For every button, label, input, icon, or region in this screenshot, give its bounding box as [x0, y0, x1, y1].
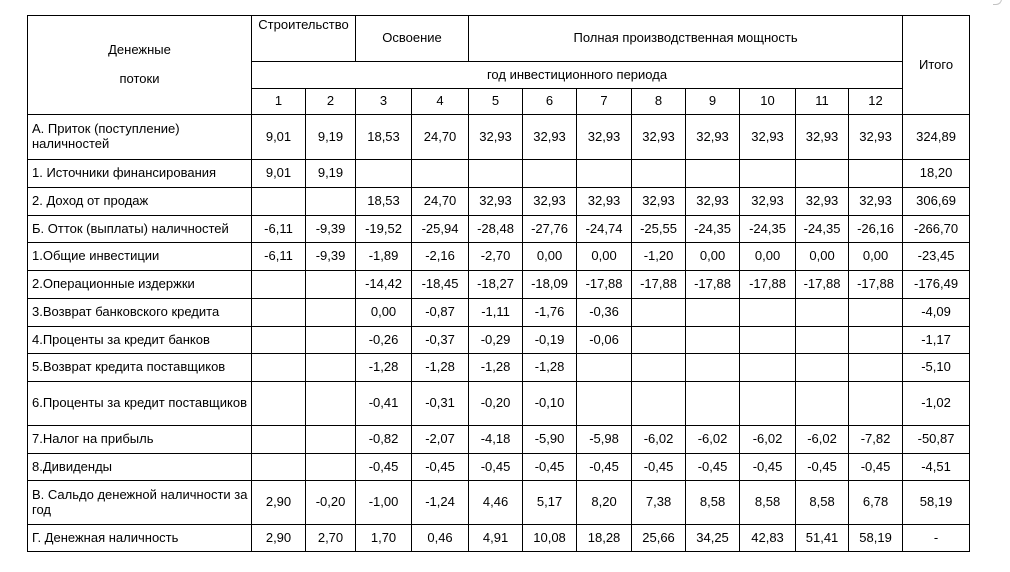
value-cell-year-11: [796, 299, 849, 327]
value-cell-year-9: [686, 299, 740, 327]
value-cell-year-3: -0,26: [356, 327, 412, 354]
value-cell-year-7: -0,45: [577, 454, 632, 481]
table-body: [28, 115, 970, 552]
year-header-12: 12: [849, 89, 903, 115]
value-cell-year-10: 32,93: [740, 115, 796, 160]
header-full-capacity: Полная производственная мощность: [469, 16, 903, 62]
value-cell-year-1: [252, 188, 306, 216]
value-cell-year-6: -0,19: [523, 327, 577, 354]
value-cell-year-10: -6,02: [740, 426, 796, 454]
total-cell: -1,02: [903, 382, 970, 426]
value-cell-year-3: 1,70: [356, 525, 412, 552]
value-cell-year-2: -9,39: [306, 216, 356, 243]
header-construction: Строительство: [252, 16, 356, 62]
value-cell-year-5: 32,93: [469, 188, 523, 216]
table-row: [28, 188, 970, 216]
value-cell-year-12: 0,00: [849, 243, 903, 271]
value-cell-year-3: -0,82: [356, 426, 412, 454]
value-cell-year-1: [252, 299, 306, 327]
value-cell-year-3: 18,53: [356, 188, 412, 216]
value-cell-year-9: 0,00: [686, 243, 740, 271]
value-cell-year-8: [632, 354, 686, 382]
value-cell-year-2: [306, 454, 356, 481]
value-cell-year-6: 10,08: [523, 525, 577, 552]
value-cell-year-2: 2,70: [306, 525, 356, 552]
value-cell-year-6: 5,17: [523, 481, 577, 525]
value-cell-year-7: 32,93: [577, 115, 632, 160]
total-cell: -5,10: [903, 354, 970, 382]
value-cell-year-5: -2,70: [469, 243, 523, 271]
value-cell-year-3: 18,53: [356, 115, 412, 160]
value-cell-year-7: 32,93: [577, 188, 632, 216]
table-row: [28, 299, 970, 327]
value-cell-year-5: -1,11: [469, 299, 523, 327]
value-cell-year-8: [632, 382, 686, 426]
year-header-7: 7: [577, 89, 632, 115]
value-cell-year-11: -6,02: [796, 426, 849, 454]
value-cell-year-4: -0,87: [412, 299, 469, 327]
value-cell-year-8: [632, 160, 686, 188]
value-cell-year-1: [252, 454, 306, 481]
value-cell-year-9: -17,88: [686, 271, 740, 299]
value-cell-year-5: 4,46: [469, 481, 523, 525]
row-label: 3.Возврат банковского кредита: [28, 299, 252, 327]
value-cell-year-3: -1,28: [356, 354, 412, 382]
value-cell-year-2: -0,20: [306, 481, 356, 525]
value-cell-year-3: -0,41: [356, 382, 412, 426]
value-cell-year-1: 2,90: [252, 525, 306, 552]
value-cell-year-4: -0,31: [412, 382, 469, 426]
value-cell-year-9: 34,25: [686, 525, 740, 552]
value-cell-year-4: 0,46: [412, 525, 469, 552]
total-cell: -: [903, 525, 970, 552]
header-total: Итого: [903, 16, 970, 115]
year-header-6: 6: [523, 89, 577, 115]
table-row: [28, 382, 970, 426]
value-cell-year-11: 0,00: [796, 243, 849, 271]
value-cell-year-12: 58,19: [849, 525, 903, 552]
value-cell-year-5: -0,29: [469, 327, 523, 354]
value-cell-year-1: [252, 382, 306, 426]
value-cell-year-9: 32,93: [686, 115, 740, 160]
table-row: [28, 216, 970, 243]
value-cell-year-1: 2,90: [252, 481, 306, 525]
value-cell-year-12: [849, 382, 903, 426]
header-development: Освоение: [356, 16, 469, 62]
value-cell-year-7: 18,28: [577, 525, 632, 552]
value-cell-year-9: -0,45: [686, 454, 740, 481]
value-cell-year-4: [412, 160, 469, 188]
value-cell-year-8: 32,93: [632, 188, 686, 216]
value-cell-year-1: 9,01: [252, 160, 306, 188]
value-cell-year-8: 32,93: [632, 115, 686, 160]
value-cell-year-9: 32,93: [686, 188, 740, 216]
year-header-3: 3: [356, 89, 412, 115]
table-row: [28, 327, 970, 354]
value-cell-year-4: -0,45: [412, 454, 469, 481]
value-cell-year-8: -25,55: [632, 216, 686, 243]
value-cell-year-6: -27,76: [523, 216, 577, 243]
year-header-11: 11: [796, 89, 849, 115]
value-cell-year-10: 8,58: [740, 481, 796, 525]
row-label: 8.Дивиденды: [28, 454, 252, 481]
value-cell-year-4: -25,94: [412, 216, 469, 243]
value-cell-year-9: [686, 354, 740, 382]
value-cell-year-1: -6,11: [252, 216, 306, 243]
total-cell: 324,89: [903, 115, 970, 160]
value-cell-year-3: -19,52: [356, 216, 412, 243]
value-cell-year-3: 0,00: [356, 299, 412, 327]
value-cell-year-4: -1,24: [412, 481, 469, 525]
row-label: 1. Источники финансирования: [28, 160, 252, 188]
value-cell-year-2: [306, 271, 356, 299]
value-cell-year-7: [577, 354, 632, 382]
row-label: Г. Денежная наличность: [28, 525, 252, 552]
table-row: [28, 160, 970, 188]
value-cell-year-11: -24,35: [796, 216, 849, 243]
year-header-10: 10: [740, 89, 796, 115]
header-cash-flows: [28, 16, 252, 115]
year-header-4: 4: [412, 89, 469, 115]
value-cell-year-12: [849, 299, 903, 327]
value-cell-year-11: 32,93: [796, 188, 849, 216]
value-cell-year-3: -14,42: [356, 271, 412, 299]
table-row: [28, 525, 970, 552]
value-cell-year-6: 0,00: [523, 243, 577, 271]
value-cell-year-10: -17,88: [740, 271, 796, 299]
value-cell-year-1: [252, 327, 306, 354]
value-cell-year-1: [252, 354, 306, 382]
table-row: [28, 426, 970, 454]
value-cell-year-1: -6,11: [252, 243, 306, 271]
value-cell-year-2: [306, 188, 356, 216]
row-label: А. Приток (поступление) наличностей: [28, 115, 252, 160]
value-cell-year-6: [523, 160, 577, 188]
total-cell: -266,70: [903, 216, 970, 243]
value-cell-year-4: -2,07: [412, 426, 469, 454]
value-cell-year-11: 51,41: [796, 525, 849, 552]
value-cell-year-3: -1,00: [356, 481, 412, 525]
page-corner-mark: [993, 0, 1002, 5]
value-cell-year-2: [306, 382, 356, 426]
value-cell-year-9: [686, 160, 740, 188]
value-cell-year-5: -1,28: [469, 354, 523, 382]
value-cell-year-4: -2,16: [412, 243, 469, 271]
value-cell-year-8: -0,45: [632, 454, 686, 481]
value-cell-year-7: 8,20: [577, 481, 632, 525]
value-cell-year-9: 8,58: [686, 481, 740, 525]
value-cell-year-10: -0,45: [740, 454, 796, 481]
value-cell-year-9: -24,35: [686, 216, 740, 243]
value-cell-year-4: 24,70: [412, 115, 469, 160]
header-period: год инвестиционного периода: [252, 62, 903, 89]
value-cell-year-5: 32,93: [469, 115, 523, 160]
value-cell-year-8: 25,66: [632, 525, 686, 552]
value-cell-year-4: -1,28: [412, 354, 469, 382]
value-cell-year-5: -0,45: [469, 454, 523, 481]
value-cell-year-10: [740, 327, 796, 354]
value-cell-year-5: [469, 160, 523, 188]
year-header-5: 5: [469, 89, 523, 115]
value-cell-year-12: [849, 354, 903, 382]
row-label: 2. Доход от продаж: [28, 188, 252, 216]
year-header-8: 8: [632, 89, 686, 115]
table-row: [28, 454, 970, 481]
value-cell-year-4: -18,45: [412, 271, 469, 299]
value-cell-year-3: -1,89: [356, 243, 412, 271]
value-cell-year-11: [796, 382, 849, 426]
value-cell-year-2: [306, 426, 356, 454]
value-cell-year-9: [686, 382, 740, 426]
value-cell-year-6: -1,76: [523, 299, 577, 327]
total-cell: -1,17: [903, 327, 970, 354]
table-row: [28, 354, 970, 382]
value-cell-year-6: -5,90: [523, 426, 577, 454]
total-cell: -4,51: [903, 454, 970, 481]
value-cell-year-6: -0,45: [523, 454, 577, 481]
value-cell-year-7: -17,88: [577, 271, 632, 299]
value-cell-year-5: -28,48: [469, 216, 523, 243]
value-cell-year-1: 9,01: [252, 115, 306, 160]
total-cell: -4,09: [903, 299, 970, 327]
value-cell-year-5: -0,20: [469, 382, 523, 426]
value-cell-year-8: [632, 327, 686, 354]
year-header-2: 2: [306, 89, 356, 115]
year-header-1: 1: [252, 89, 306, 115]
value-cell-year-4: 24,70: [412, 188, 469, 216]
row-label: 4.Проценты за кредит банков: [28, 327, 252, 354]
value-cell-year-11: 32,93: [796, 115, 849, 160]
row-label: Б. Отток (выплаты) наличностей: [28, 216, 252, 243]
value-cell-year-11: [796, 327, 849, 354]
value-cell-year-11: [796, 160, 849, 188]
value-cell-year-8: -17,88: [632, 271, 686, 299]
value-cell-year-10: [740, 160, 796, 188]
value-cell-year-2: [306, 327, 356, 354]
value-cell-year-12: -26,16: [849, 216, 903, 243]
total-cell: -23,45: [903, 243, 970, 271]
value-cell-year-12: [849, 327, 903, 354]
total-cell: 18,20: [903, 160, 970, 188]
value-cell-year-5: 4,91: [469, 525, 523, 552]
value-cell-year-2: 9,19: [306, 160, 356, 188]
value-cell-year-7: -0,36: [577, 299, 632, 327]
value-cell-year-6: 32,93: [523, 188, 577, 216]
value-cell-year-4: -0,37: [412, 327, 469, 354]
value-cell-year-10: -24,35: [740, 216, 796, 243]
total-cell: -176,49: [903, 271, 970, 299]
header-cash-flows-line2: потоки: [119, 71, 160, 86]
value-cell-year-6: -0,10: [523, 382, 577, 426]
row-label: 2.Операционные издержки: [28, 271, 252, 299]
value-cell-year-6: -1,28: [523, 354, 577, 382]
row-label: 5.Возврат кредита поставщиков: [28, 354, 252, 382]
row-label: 7.Налог на прибыль: [28, 426, 252, 454]
value-cell-year-7: 0,00: [577, 243, 632, 271]
table-row: [28, 115, 970, 160]
value-cell-year-3: [356, 160, 412, 188]
header-cash-flows-line1: Денежные: [108, 42, 171, 58]
value-cell-year-2: 9,19: [306, 115, 356, 160]
table-row: [28, 271, 970, 299]
value-cell-year-8: -6,02: [632, 426, 686, 454]
value-cell-year-12: [849, 160, 903, 188]
table-row: [28, 481, 970, 525]
value-cell-year-12: -0,45: [849, 454, 903, 481]
year-header-9: 9: [686, 89, 740, 115]
value-cell-year-10: [740, 382, 796, 426]
value-cell-year-11: [796, 354, 849, 382]
row-label: 6.Проценты за кредит поставщиков: [28, 382, 252, 426]
value-cell-year-1: [252, 426, 306, 454]
value-cell-year-10: [740, 299, 796, 327]
value-cell-year-10: 0,00: [740, 243, 796, 271]
row-label: В. Сальдо денежной наличности за год: [28, 481, 252, 525]
total-cell: -50,87: [903, 426, 970, 454]
value-cell-year-5: -18,27: [469, 271, 523, 299]
value-cell-year-10: 32,93: [740, 188, 796, 216]
value-cell-year-11: -17,88: [796, 271, 849, 299]
value-cell-year-9: [686, 327, 740, 354]
value-cell-year-12: 32,93: [849, 115, 903, 160]
value-cell-year-10: [740, 354, 796, 382]
value-cell-year-11: -0,45: [796, 454, 849, 481]
header-row-stages: [28, 16, 970, 62]
value-cell-year-8: -1,20: [632, 243, 686, 271]
value-cell-year-11: 8,58: [796, 481, 849, 525]
value-cell-year-2: -9,39: [306, 243, 356, 271]
value-cell-year-8: 7,38: [632, 481, 686, 525]
value-cell-year-3: -0,45: [356, 454, 412, 481]
value-cell-year-7: [577, 382, 632, 426]
cash-flow-table: [27, 15, 970, 552]
value-cell-year-2: [306, 354, 356, 382]
value-cell-year-12: 32,93: [849, 188, 903, 216]
value-cell-year-8: [632, 299, 686, 327]
value-cell-year-12: -17,88: [849, 271, 903, 299]
value-cell-year-1: [252, 271, 306, 299]
value-cell-year-7: -5,98: [577, 426, 632, 454]
value-cell-year-7: -24,74: [577, 216, 632, 243]
value-cell-year-12: 6,78: [849, 481, 903, 525]
table-row: [28, 243, 970, 271]
value-cell-year-10: 42,83: [740, 525, 796, 552]
value-cell-year-9: -6,02: [686, 426, 740, 454]
total-cell: 306,69: [903, 188, 970, 216]
value-cell-year-2: [306, 299, 356, 327]
value-cell-year-7: [577, 160, 632, 188]
value-cell-year-6: 32,93: [523, 115, 577, 160]
value-cell-year-5: -4,18: [469, 426, 523, 454]
value-cell-year-7: -0,06: [577, 327, 632, 354]
total-cell: 58,19: [903, 481, 970, 525]
row-label: 1.Общие инвестиции: [28, 243, 252, 271]
value-cell-year-12: -7,82: [849, 426, 903, 454]
value-cell-year-6: -18,09: [523, 271, 577, 299]
